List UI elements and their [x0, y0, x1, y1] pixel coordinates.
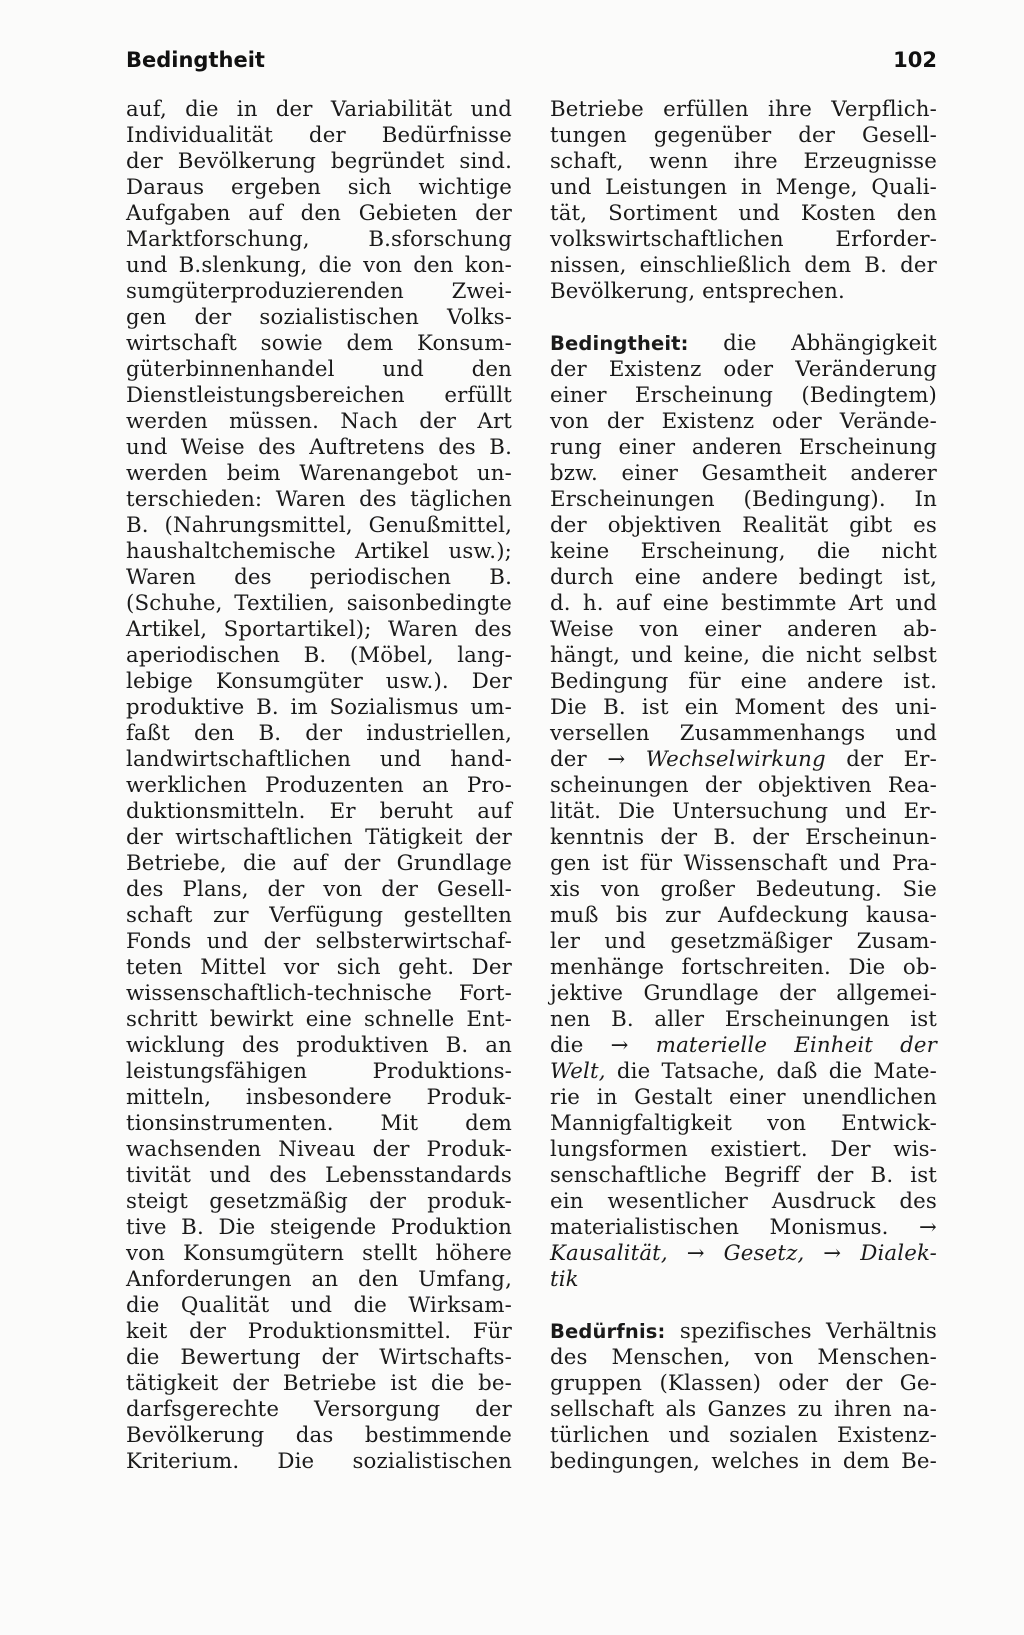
text-line: Fonds und der selbsterwirtschaf- — [126, 929, 512, 954]
text-line: haushaltchemische Artikel usw.); — [126, 539, 512, 564]
text-line: Daraus ergeben sich wichtige — [126, 175, 512, 200]
text-line: sellschaft als Ganzes zu ihren na- — [550, 1397, 937, 1422]
text-line: wirtschaft sowie dem Konsum- — [126, 331, 512, 356]
text-line: werden müssen. Nach der Art — [126, 409, 512, 434]
text-line: leistungsfähigen Produktions- — [126, 1059, 512, 1084]
text-line: schaft, wenn ihre Erzeugnisse — [550, 149, 937, 174]
text-line: produktive B. im Sozialismus um- — [126, 695, 512, 720]
text-line: bzw. einer Gesamtheit anderer — [550, 461, 937, 486]
right-column — [550, 97, 937, 1475]
text-line: rie in Gestalt einer unendlichen — [550, 1085, 937, 1110]
text-line: schaft zur Verfügung gestellten — [126, 903, 512, 928]
text-line: keine Erscheinung, die nicht — [550, 539, 937, 564]
text-line: lität. Die Untersuchung und Er- — [550, 799, 937, 824]
text-line: des Plans, der von der Gesell- — [126, 877, 512, 902]
text-line: rung einer anderen Erscheinung — [550, 435, 937, 460]
text-line: Bedingung für eine andere ist. — [550, 669, 937, 694]
text-line: darfsgerechte Versorgung der — [126, 1397, 512, 1422]
text-line: und Weise des Auftretens des B. — [126, 435, 512, 460]
entry-bedingtheit: Bedingtheit: die Abhängigkeit der Existenz oder Veränderung einer Erscheinung (Bedingtem) von der Existenz oder Verände- rung einer anderen Erscheinung bzw. einer Gesamtheit anderer Erscheinungen (Bedingung). In der objektiven Realität gibt es keine Erscheinung, die nicht durch eine andere bedingt ist, d. h. auf eine bestimmte Art und Weise von einer anderen ab- hängt, und keine, die nicht selbst Bedingung für eine andere ist. Die B. ist ein Moment des uni- versellen Zusammenhangs und der → Wechselwirkung der Er- scheinungen der objektiven Rea- lität. Die Untersuchung und Er- kenntnis der B. der Erscheinun- gen ist für Wissenschaft und Pra- xis von großer Bedeutung. Sie muß bis zur Aufdeckung kausa- ler und gesetzmäßiger Zusam- menhänge fortschreiten. Die ob- jektive Grundlage der allgemei- nen B. aller Erscheinungen ist die → materielle Einheit der Welt, die Tatsache, daß die Mate- rie in Gestalt einer unendlichen Mannigfaltigkeit von Entwick- lungsformen existiert. Der wis- senschaftliche Begriff der B. ist ein wesentlicher Ausdruck des materialistischen Monismus. → Kausalität, → Gesetz, → Dialek- tik — [550, 331, 937, 1292]
text-line: tive B. Die steigende Produktion — [126, 1215, 512, 1240]
text-line: und Leistungen in Menge, Quali- — [550, 175, 937, 200]
text-line: Artikel, Sportartikel); Waren des — [126, 617, 512, 642]
text-line: faßt den B. der industriellen, — [126, 721, 512, 746]
text-line: Marktforschung, B.sforschung — [126, 227, 512, 252]
cross-reference: tik — [550, 1267, 579, 1292]
text-line: tungen gegenüber der Gesell- — [550, 123, 937, 148]
text-line: Bevölkerung, entsprechen. — [550, 279, 845, 304]
text-line: versellen Zusammenhangs und — [550, 721, 937, 746]
cross-reference: Kausalität, — [550, 1241, 668, 1266]
text-line: einer Erscheinung (Bedingtem) — [550, 383, 937, 408]
text-line: Bevölkerung das bestimmende — [126, 1423, 512, 1448]
text-line: sumgüterproduzierenden Zwei- — [126, 279, 512, 304]
continued-entry-text — [550, 97, 937, 305]
text-line: Mannigfaltigkeit von Entwick- — [550, 1111, 937, 1136]
text-line: nissen, einschließlich dem B. der — [550, 253, 937, 278]
text-line: aperiodischen B. (Möbel, lang- — [126, 643, 512, 668]
text-line: d. h. auf eine bestimmte Art und — [550, 591, 937, 616]
text-line: Erscheinungen (Bedingung). In — [550, 487, 937, 512]
text-line: Weise von einer anderen ab- — [550, 617, 937, 642]
text-line: menhänge fortschreiten. Die ob- — [550, 955, 937, 980]
text-line: des Menschen, von Menschen- — [550, 1345, 937, 1370]
text-line: landwirtschaftlichen und hand- — [126, 747, 512, 772]
text-line: nen B. aller Erscheinungen ist — [550, 1007, 937, 1032]
text-line: (Schuhe, Textilien, saisonbedingte — [126, 591, 512, 616]
text-line: güterbinnenhandel und den — [126, 357, 512, 382]
page-number: 102 — [893, 48, 937, 72]
running-head: Bedingtheit — [126, 48, 265, 72]
cross-reference: Dialek- — [860, 1241, 937, 1266]
text-line: volkswirtschaftlichen Erforder- — [550, 227, 937, 252]
text-line: Betriebe, die auf der Grundlage — [126, 851, 512, 876]
text-line: die Qualität und die Wirksam- — [126, 1293, 512, 1318]
text-line: Betriebe erfüllen ihre Verpflich- — [550, 97, 937, 122]
text-line: teten Mittel vor sich geht. Der — [126, 955, 512, 980]
text-line: tät, Sortiment und Kosten den — [550, 201, 937, 226]
text-line: terschieden: Waren des täglichen — [126, 487, 512, 512]
text-line: Kriterium. Die sozialistischen — [126, 1449, 512, 1474]
left-column — [126, 97, 512, 1475]
text-line: gen ist für Wissenschaft und Pra- — [550, 851, 937, 876]
text-line: senschaftliche Begriff der B. ist — [550, 1163, 937, 1188]
text-line: der wirtschaftlichen Tätigkeit der — [126, 825, 512, 850]
text-line: der objektiven Realität gibt es — [550, 513, 937, 538]
text-line: keit der Produktionsmittel. Für — [126, 1319, 512, 1344]
cross-reference: Welt, — [550, 1059, 606, 1084]
text-line: Dienstleistungsbereichen erfüllt — [126, 383, 512, 408]
cross-reference: Wechselwirkung — [645, 747, 826, 772]
text-line: muß bis zur Aufdeckung kausa- — [550, 903, 937, 928]
text-line: der Existenz oder Veränderung — [550, 357, 937, 382]
text-line: und B.slenkung, die von den kon- — [126, 253, 512, 278]
text-line: tionsinstrumenten. Mit dem — [126, 1111, 512, 1136]
text-line: Aufgaben auf den Gebieten der — [126, 201, 512, 226]
entry-term: Bedingtheit: — [550, 332, 689, 355]
text-line: von Konsumgütern stellt höhere — [126, 1241, 512, 1266]
text-line: Die B. ist ein Moment des uni- — [550, 695, 937, 720]
text-line: steigt gesetzmäßig der produk- — [126, 1189, 512, 1214]
text-line: mitteln, insbesondere Produk- — [126, 1085, 512, 1110]
entry-beduerfnis: Bedürfnis: spezifisches Verhältnis des Menschen, von Menschen- gruppen (Klassen) oder der Ge- sellschaft als Ganzes zu ihren na- türlichen und sozialen Existenz- bedingungen, welches in dem Be- — [550, 1319, 937, 1474]
text-line: jektive Grundlage der allgemei- — [550, 981, 937, 1006]
text-line: werden beim Warenangebot un- — [126, 461, 512, 486]
entry-term: Bedürfnis: — [550, 1320, 666, 1343]
text-line: schritt bewirkt eine schnelle Ent- — [126, 1007, 512, 1032]
text-line: xis von großer Bedeutung. Sie — [550, 877, 937, 902]
text-line: B. (Nahrungsmittel, Genußmittel, — [126, 513, 512, 538]
text-line: Waren des periodischen B. — [126, 565, 512, 590]
page-header — [126, 44, 937, 78]
text-line: wicklung des produktiven B. an — [126, 1033, 512, 1058]
text-line: tätigkeit der Betriebe ist die be- — [126, 1371, 512, 1396]
text-line: der Bevölkerung begründet sind. — [126, 149, 512, 174]
text-line: duktionsmitteln. Er beruht auf — [126, 799, 512, 824]
text-line: wissenschaftlich-technische Fort- — [126, 981, 512, 1006]
text-line: Anforderungen an den Umfang, — [126, 1267, 512, 1292]
text-line: von der Existenz oder Verände- — [550, 409, 937, 434]
text-line: lungsformen existiert. Der wis- — [550, 1137, 937, 1162]
text-line: kenntnis der B. der Erscheinun- — [550, 825, 937, 850]
text-line: Individualität der Bedürfnisse — [126, 123, 512, 148]
text-line: türlichen und sozialen Existenz- — [550, 1423, 937, 1448]
text-line: gen der sozialistischen Volks- — [126, 305, 512, 330]
text-line: auf, die in der Variabilität und — [126, 97, 512, 122]
text-line: durch eine andere bedingt ist, — [550, 565, 937, 590]
text-line: werklichen Produzenten an Pro- — [126, 773, 512, 798]
text-line: hängt, und keine, die nicht selbst — [550, 643, 937, 668]
text-line: lebige Konsumgüter usw.). Der — [126, 669, 512, 694]
text-line: die Bewertung der Wirtschafts- — [126, 1345, 512, 1370]
text-line: tivität und des Lebensstandards — [126, 1163, 512, 1188]
text-line: gruppen (Klassen) oder der Ge- — [550, 1371, 937, 1396]
text-line: materialistischen Monismus. → — [550, 1215, 937, 1240]
text-line: ein wesentlicher Ausdruck des — [550, 1189, 937, 1214]
text-line: wachsenden Niveau der Produk- — [126, 1137, 512, 1162]
text-line: bedingungen, welches in dem Be- — [550, 1449, 937, 1474]
cross-reference: Gesetz, — [723, 1241, 805, 1266]
cross-reference: materielle Einheit der — [655, 1033, 937, 1058]
text-line: scheinungen der objektiven Rea- — [550, 773, 937, 798]
text-line: ler und gesetzmäßiger Zusam- — [550, 929, 937, 954]
